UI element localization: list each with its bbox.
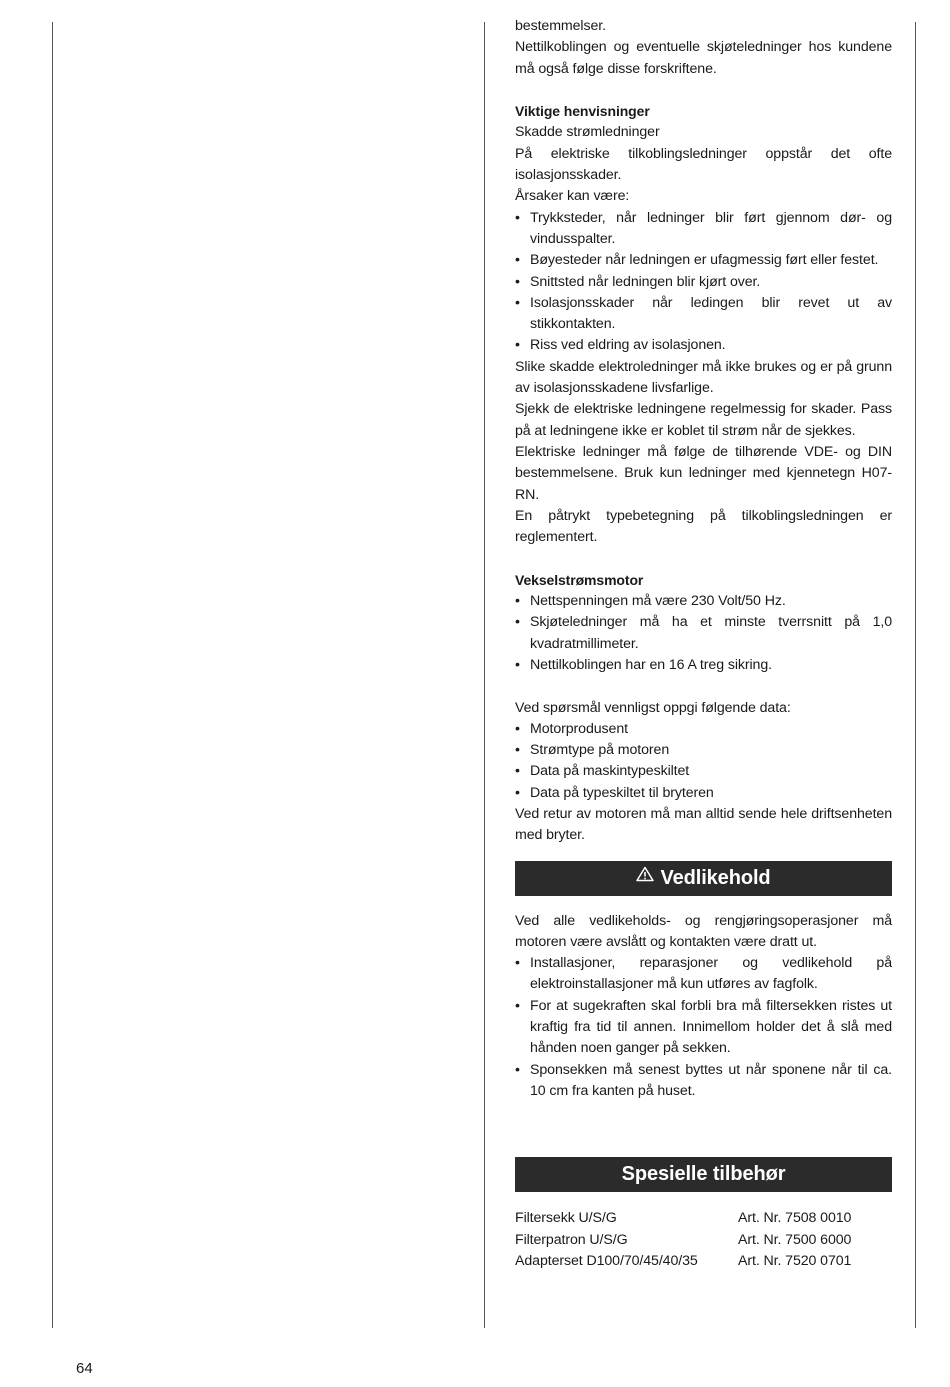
questions-list: [515, 719, 892, 804]
warning-triangle-icon: [636, 859, 654, 894]
list-item: • Bøyesteder når ledningen er ufagmessig ført eller festet.: [515, 250, 892, 271]
list-item: • Data på maskintypeskiltet: [515, 761, 892, 782]
text-column: [515, 16, 892, 1272]
list-item: • Snittsted når ledningen blir kjørt over.: [515, 272, 892, 293]
paragraph: En påtrykt typebetegning på tilkoblingsledningen er reglementert.: [515, 507, 892, 546]
table-row: [515, 1208, 892, 1229]
maintenance-section-bar: [515, 861, 892, 896]
table-row: [515, 1230, 892, 1251]
paragraph: På elektriske tilkoblingsledninger oppstår det ofte isolasjonsskader.: [515, 145, 892, 184]
list-item: • Trykksteder, når ledninger blir ført gjennom dør- og vindusspalter.: [515, 208, 892, 251]
list-item: • Strømtype på motoren: [515, 740, 892, 761]
damaged-cables-subheading: Skadde strømledninger: [515, 124, 660, 141]
maintenance-list: [515, 953, 892, 1102]
left-margin-rule: [52, 22, 53, 1328]
right-margin-rule: [915, 22, 916, 1328]
accessory-article-number: Art. Nr. 7520 0701: [738, 1252, 852, 1269]
table-row: [515, 1251, 892, 1272]
list-item: • Data på typeskiltet til bryteren: [515, 783, 892, 804]
paragraph: Slike skadde elektroledninger må ikke brukes og er på grunn av isolasjonsskadene livsfarlige.: [515, 358, 892, 397]
list-item: • Nettilkoblingen har en 16 A treg sikring.: [515, 655, 892, 676]
accessories-section-bar: [515, 1157, 892, 1192]
page-number: 64: [76, 1360, 93, 1377]
list-item: • Riss ved eldring av isolasjonen.: [515, 335, 892, 356]
list-item: • Sponsekken må senest byttes ut når sponene når til ca. 10 cm fra kanten på huset.: [515, 1060, 892, 1103]
accessory-article-number: Art. Nr. 7508 0010: [738, 1210, 852, 1227]
accessory-article-number: Art. Nr. 7500 6000: [738, 1231, 852, 1248]
list-item: • Isolasjonsskader når ledingen blir revet ut av stikkontakten.: [515, 293, 892, 336]
questions-intro: Ved spørsmål vennligst oppgi følgende data:: [515, 699, 791, 716]
list-item: • For at sugekraften skal forbli bra må filtersekken ristes ut kraftig fra tid til annen. Innimellom holder det å slå med hånden noen ganger på sekken.: [515, 996, 892, 1060]
maintenance-title: Vedlikehold: [660, 866, 771, 889]
causes-list: [515, 208, 892, 357]
motor-list: [515, 591, 892, 676]
list-item: • Nettspenningen må være 230 Volt/50 Hz.: [515, 591, 892, 612]
accessory-name: Adapterset D100/70/45/40/35: [515, 1252, 698, 1269]
list-item: • Motorprodusent: [515, 719, 892, 740]
accessories-title: Spesielle tilbehør: [621, 1163, 786, 1186]
accessories-table: [515, 1208, 892, 1272]
accessory-name: Filtersekk U/S/G: [515, 1210, 617, 1227]
paragraph: Elektriske ledninger må følge de tilhørende VDE- og DIN bestemmelsene. Bruk kun ledninger med kjennetegn H07-RN.: [515, 443, 892, 503]
intro-line: Nettilkoblingen og eventuelle skjøteledninger hos kundene må også følge disse forskriftene.: [515, 39, 892, 77]
ac-motor-heading: Vekselstrømsmotor: [515, 571, 644, 588]
accessory-name: Filterpatron U/S/G: [515, 1231, 628, 1248]
intro-line: bestemmelser.: [515, 18, 606, 34]
list-item: • Skjøteledninger må ha et minste tverrsnitt på 1,0 kvadratmillimeter.: [515, 612, 892, 655]
list-item: • Installasjoner, reparasjoner og vedlikehold på elektroinstallasjoner må kun utføres av fagfolk.: [515, 953, 892, 996]
paragraph: Ved retur av motoren må man alltid sende hele driftsenheten med bryter.: [515, 805, 892, 844]
paragraph: Sjekk de elektriske ledningene regelmessig for skader. Pass på at ledningene ikke er koblet til strøm når de sjekkes.: [515, 401, 892, 439]
important-notes-heading: Viktige henvisninger: [515, 103, 650, 120]
column-divider-rule: [484, 22, 485, 1328]
paragraph: Årsaker kan være:: [515, 188, 630, 205]
paragraph: Ved alle vedlikeholds- og rengjøringsoperasjoner må motoren være avslått og kontakten være dratt ut.: [515, 912, 892, 950]
